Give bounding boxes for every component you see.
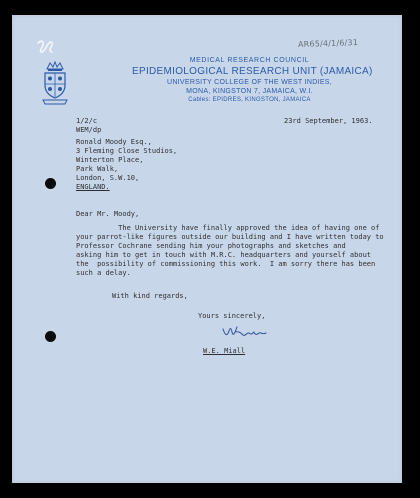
archive-reference: AR65/4/1/6/31 xyxy=(297,37,359,50)
address-line: Ronald Moody Esq., xyxy=(76,138,152,146)
body-line: asking him to get in touch with M.R.C. headquarters and yourself about xyxy=(76,251,372,259)
reference-line: 1/2/c xyxy=(76,117,98,125)
handwritten-mark-icon xyxy=(37,40,55,54)
letterhead-cables: Cables: EPIDRES, KINGSTON, JAMAICA xyxy=(188,97,311,103)
address-line: Park Walk, xyxy=(76,165,119,173)
body-line: Professor Cochrane sending him your photographs and sketches and xyxy=(76,242,346,250)
salutation: Dear Mr. Moody, xyxy=(76,210,140,218)
reference-initials: WEM/dp xyxy=(76,126,102,134)
letterhead-unit: EPIDEMIOLOGICAL RESEARCH UNIT (JAMAICA) xyxy=(132,66,373,77)
reference-block xyxy=(76,117,101,135)
royal-crest-icon xyxy=(40,60,70,108)
letterhead-location: MONA, KINGSTON 7, JAMAICA, W.I. xyxy=(186,88,313,95)
letter-date: 23rd September, 1963. xyxy=(284,117,373,125)
address-line: Winterton Place, xyxy=(76,156,144,164)
punch-hole xyxy=(45,178,56,189)
letterhead-council: MEDICAL RESEARCH COUNCIL xyxy=(189,57,310,64)
letterhead-college: UNIVERSITY COLLEGE OF THE WEST INDIES, xyxy=(166,79,333,86)
closing-regards: With kind regards, xyxy=(112,292,188,300)
body-line: The University have finally approved the idea of having one of xyxy=(76,224,380,232)
body-line: such a delay. xyxy=(76,269,131,277)
punch-hole xyxy=(45,331,56,342)
handwritten-signature-icon xyxy=(221,323,271,341)
recipient-address xyxy=(76,138,177,192)
signer-name-text: W.E. Miall xyxy=(203,347,246,355)
letter-body xyxy=(76,224,396,278)
address-line: London, S.W.10, xyxy=(76,174,140,182)
letter-page xyxy=(12,15,402,483)
signer-name xyxy=(203,347,245,356)
valediction: Yours sincerely, xyxy=(198,312,266,320)
address-line: 3 Fleming Close Studios, xyxy=(76,147,178,155)
body-line: the possibility of commissioning this work. I am sorry there has been xyxy=(76,260,376,268)
address-country: ENGLAND. xyxy=(76,183,110,191)
body-line: your parrot-like figures outside our building and I have written today to xyxy=(76,233,384,241)
